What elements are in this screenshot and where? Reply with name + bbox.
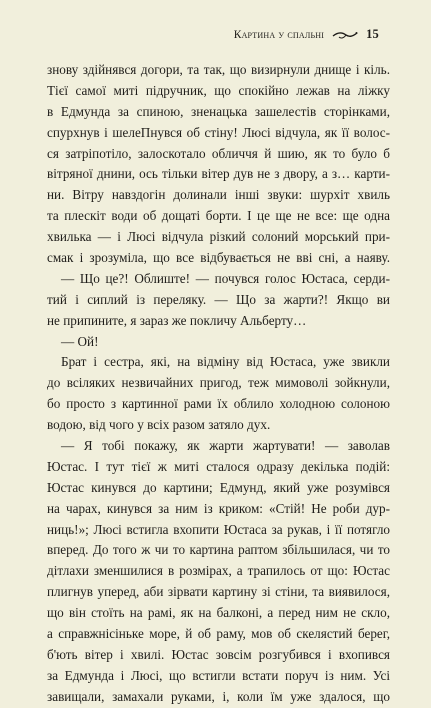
text-line: Тієї самої миті підручник, що спокійно лежав на ліжку <box>47 82 390 98</box>
text-line: Брат і сестра, які, на відміну від Юстаса, уже звикли <box>61 354 390 370</box>
text-line: — Я тобі покажу, як жарти жартувати! — заволав <box>61 438 390 454</box>
text-line: плигнув уперед, аби зірвати картину зі стіни, та виявилося, <box>47 584 390 600</box>
text-line: на чарах, кинувся за ним із криком: «Стій! Не роби дур- <box>47 500 390 516</box>
text-line: завищали, замахали руками, і, коли їм уже здалося, що <box>47 688 390 704</box>
text-line: спурхнув і шелеПнувся об стіну! Люсі відчула, як її волос- <box>47 124 390 140</box>
page-number: 15 <box>366 27 379 41</box>
text-line: — Що це?! Облиште! — почувся голос Юстаса, серди- <box>61 270 390 286</box>
text-line: смак і зрозуміла, що все відбувається не вві сні, а наяву. <box>47 250 390 266</box>
text-line: дітлахи зменшилися в розмірах, а трапилось от що: Юстас <box>47 563 390 579</box>
text-line: бо просто з картинної рами їх облило холодною солоною <box>47 396 390 412</box>
body-text <box>47 60 390 708</box>
text-line: б'ють вітер і хвилі. Юстас зовсім розгубився і вхопився <box>47 646 390 662</box>
text-line: ниць!»; Люсі встигла вхопити Юстаса за рукав, і її потягло <box>47 521 390 537</box>
text-line: тий і сиплий із переляку. — Що за жарти?! Якщо ви <box>47 291 390 307</box>
text-line: знову здійнявся догори, та так, що визирнули днище і кіль. <box>47 62 390 77</box>
text-line: ни. Вітру навздогін долинали інші звуки: шурхіт хвиль <box>47 187 390 203</box>
text-line: що він стоїть на рамі, як на балконі, а перед ним не скло, <box>47 605 390 621</box>
text-line: до всіляких незвичайних пригод, теж мимоволі зойкнули, <box>47 375 390 391</box>
text-line: вітряної днини, ось тільки вітер дув не з двору, а з… карти- <box>47 166 390 182</box>
text-line: Юстас. І тут тієї ж миті сталося одразу декілька подій: <box>47 458 390 474</box>
text-line: а справжнісіньке море, й об раму, мов об скелястий берег, <box>47 626 390 642</box>
text-line: водою, від чого у всіх разом затяло дух. <box>47 417 271 433</box>
text-line: хвилька — і Люсі відчула різкий солоний морський при- <box>47 229 390 245</box>
ornament-swirl-icon <box>332 30 358 40</box>
text-line: та плескіт води об дощаті борти. І це ще не все: ще одна <box>47 208 390 224</box>
text-line: за Едмунда і Люсі, що встигли встати поруч із ним. Усі <box>47 667 390 683</box>
text-line: вперед. До того ж чи то картина раптом збільшилася, чи то <box>47 542 390 558</box>
running-header <box>234 27 379 42</box>
text-line: — Ой! <box>61 333 99 349</box>
running-title: Картина у спальні <box>233 28 325 41</box>
text-line: в Едмунда за спиною, зненацька зашелестів сторінками, <box>47 103 390 119</box>
text-line: ся затріпотіло, залоскотало обличчя й шию, як то було б <box>47 145 390 161</box>
text-line: не припините, я зараз же покличу Альберту… <box>47 312 307 328</box>
text-line: Юстас кинувся до картини; Едмунд, який уже розумівся <box>47 479 390 495</box>
